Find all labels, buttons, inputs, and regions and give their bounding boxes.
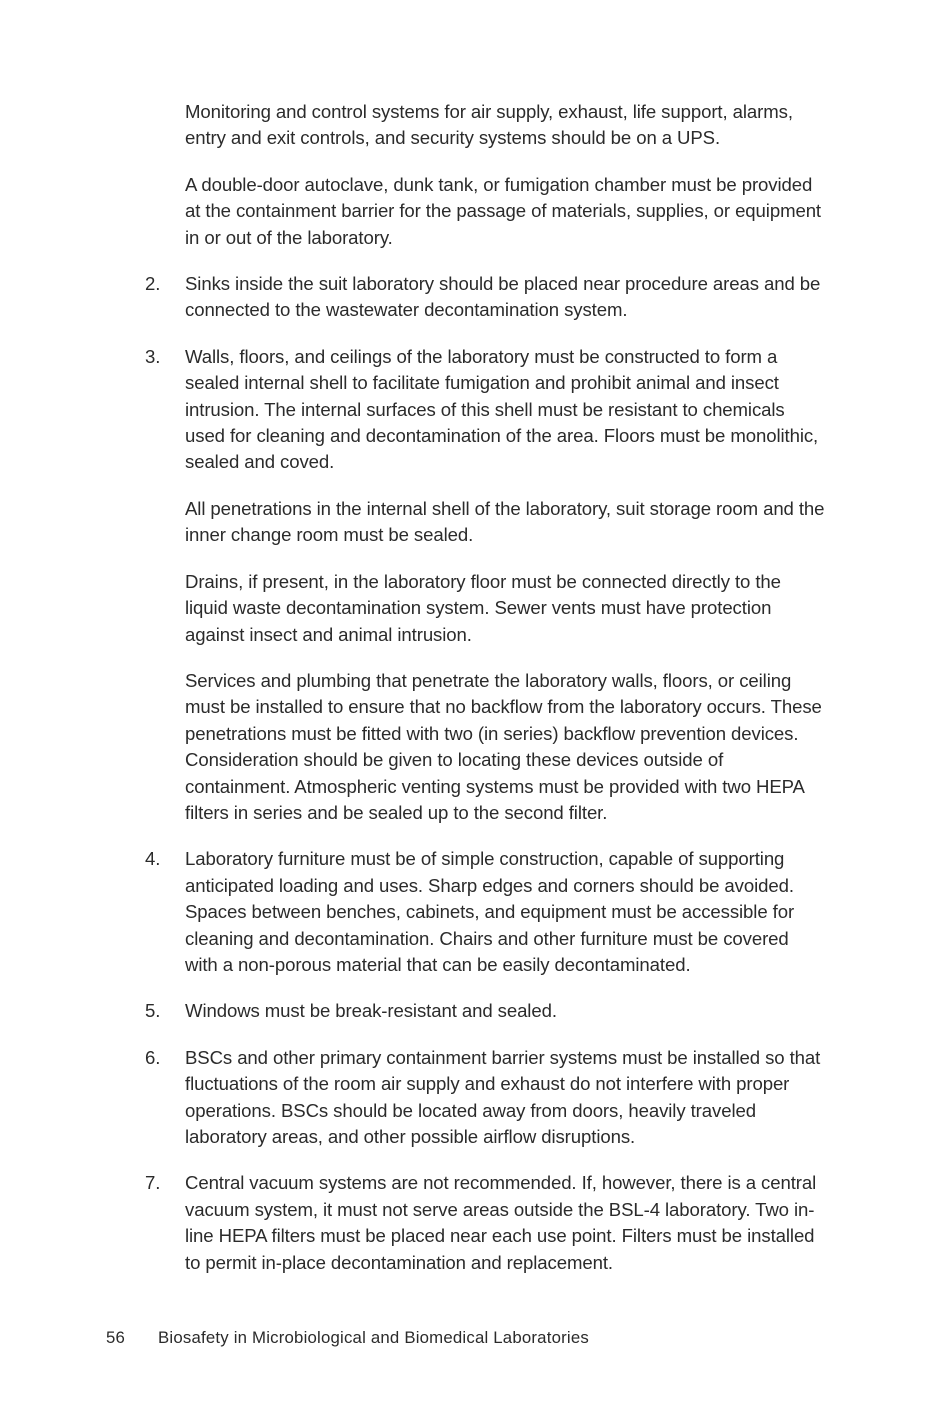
- list-item-text: Laboratory furniture must be of simple construction, capable of supporting anticipated loading and uses. Sharp edges and corners should be avoided. Spaces between benches, cabinets, and equipment must be accessible for cleaning and decontamination. Chairs and other furniture must be covered with a non-porous material that can be easily decontaminated.: [185, 848, 795, 975]
- page-footer: [106, 1327, 589, 1349]
- list-item-6: [145, 1045, 825, 1151]
- list-number: 5.: [145, 1000, 161, 1022]
- paragraph-drains: Drains, if present, in the laboratory floor must be connected directly to the liquid waste decontamination system. Sewer vents must have protection against insect and animal intrusion.: [185, 570, 781, 645]
- list-number: 3.: [145, 345, 161, 367]
- list-number: 6.: [145, 1046, 161, 1068]
- list-item-text: Sinks inside the suit laboratory should be placed near procedure areas and be connected to the wastewater decontamination system.: [185, 273, 821, 321]
- list-number: 2.: [145, 273, 161, 295]
- list-item-text: Central vacuum systems are not recommended. If, however, there is a central vacuum system, it must not serve areas outside the BSL-4 laboratory. Two in-line HEPA filters must be placed near each use point. Filters must be installed to permit in-place decontamination and replacement.: [185, 1172, 817, 1273]
- list-number: 7.: [145, 1172, 161, 1194]
- paragraph-ups: Monitoring and control systems for air supply, exhaust, life support, alarms, entry and exit controls, and security systems should be on a UPS.: [185, 101, 793, 149]
- list-item-text: Walls, floors, and ceilings of the laboratory must be constructed to form a sealed internal shell to facilitate fumigation and prohibit animal and insect intrusion. The internal surfaces of this shell must be resistant to chemicals used for cleaning and decontamination of the area. Floors must be monolithic, sealed and coved.: [185, 345, 819, 473]
- book-title: Biosafety in Microbiological and Biomedical Laboratories: [158, 1328, 589, 1347]
- body-text: [145, 99, 825, 1296]
- list-item-4: [145, 846, 825, 978]
- list-item-5: [145, 998, 825, 1024]
- paragraph-services-plumbing: Services and plumbing that penetrate the laboratory walls, floors, or ceiling must be installed to ensure that no backflow from the laboratory occurs. These penetrations must be fitted with two (in series) backflow prevention devices. Consideration should be given to locating these devices outside of containment. Atmospheric venting systems must be provided with two HEPA filters in series and be sealed up to the second filter.: [185, 669, 822, 823]
- list-item-7: [145, 1170, 825, 1276]
- list-item-3: [145, 344, 825, 476]
- list-item-text: BSCs and other primary containment barrier systems must be installed so that fluctuations of the room air supply and exhaust do not interfere with proper operations. BSCs should be located away from doors, heavily traveled laboratory areas, and other possible airflow disruptions.: [185, 1046, 821, 1147]
- list-number: 4.: [145, 848, 161, 870]
- paragraph-autoclave: A double-door autoclave, dunk tank, or fumigation chamber must be provided at the containment barrier for the passage of materials, supplies, or equipment in or out of the laboratory.: [185, 173, 822, 248]
- list-item-2: [145, 271, 825, 324]
- page-number: 56: [106, 1328, 126, 1347]
- list-item-text: Windows must be break-resistant and sealed.: [185, 1000, 557, 1022]
- paragraph-penetrations: All penetrations in the internal shell of the laboratory, suit storage room and the inner change room must be sealed.: [185, 497, 825, 546]
